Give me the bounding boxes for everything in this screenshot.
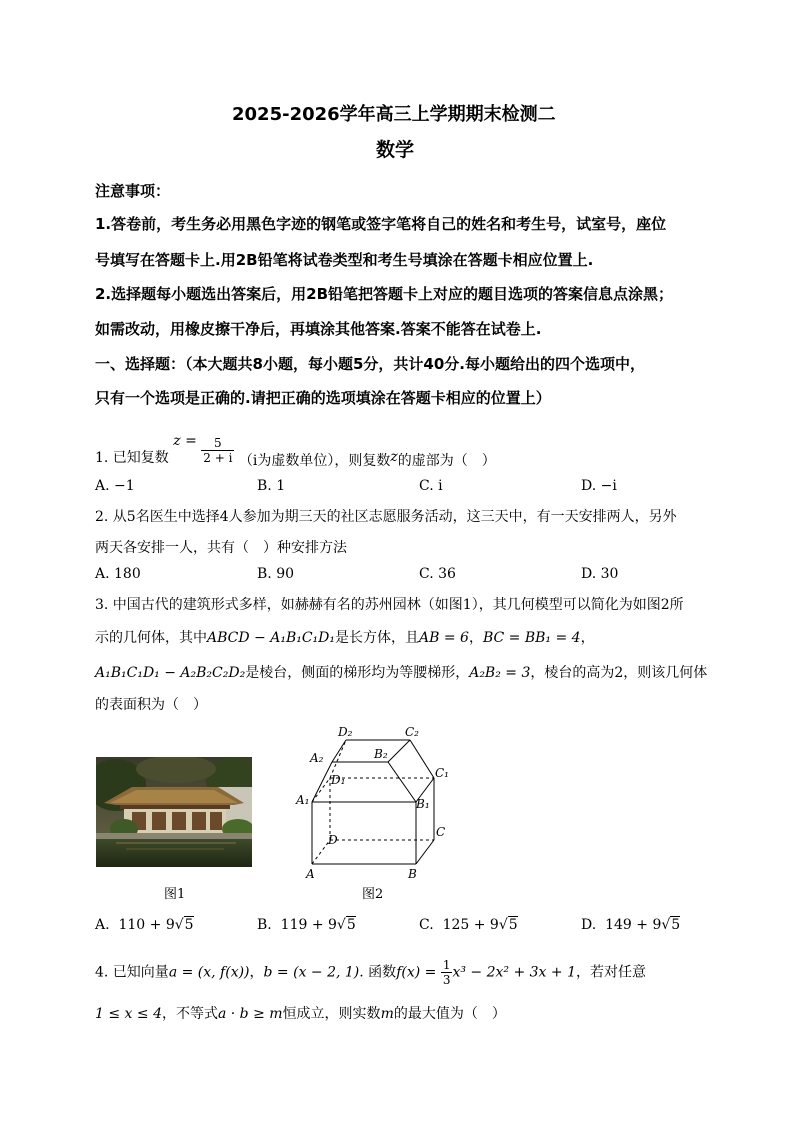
section-heading-line-1: 一、选择题：（本大题共8小题，每小题5分，共计40分.每小题给出的四个选项中，: [95, 355, 645, 373]
q3-option-a-rad: 5: [184, 917, 194, 933]
q2-line-1: 2. 从5名医生中选择4人参加为期三天的社区志愿服务活动，这三天中，有一天安排两人，另外: [95, 509, 677, 525]
q3-line3-b: ，棱台的高为2，则该几何体: [530, 665, 708, 681]
label-b2: B₂: [374, 747, 388, 761]
q4-line2-b: 恒成立，则实数: [282, 1006, 381, 1022]
q3-option-b: B. 119 + 9√5: [257, 917, 356, 933]
q4-comma: ，: [249, 964, 264, 981]
q4-func-b: x³ − 2x² + 3x + 1: [452, 964, 576, 981]
q3-option-a-label: A.: [95, 917, 110, 933]
q3-option-d-rad: 5: [671, 917, 681, 933]
q1-fraction: [201, 436, 234, 465]
notice-line-1: 1.答卷前，考生务必用黑色字迹的钢笔或签字笔将自己的姓名和考生号，试室号，座位: [95, 215, 667, 233]
q1-option-a: A. −1: [95, 478, 135, 494]
q3-option-a-int: 110 + 9: [118, 917, 175, 933]
q4-m: m: [380, 1006, 394, 1022]
q3-line2-c: ，: [468, 630, 483, 646]
notice-heading: 注意事项：: [95, 182, 171, 200]
label-d: D: [328, 833, 338, 847]
q4-prefix: 4. 已知向量: [95, 964, 169, 981]
q4-line2-c: 的最大值为（ ）: [393, 1006, 506, 1022]
q1-option-c: C. i: [419, 478, 443, 494]
q3-option-a: A. 110 + 9√5: [95, 917, 194, 933]
figure-2-caption: 图2: [362, 887, 384, 902]
q1-suffix: 的虚部为（ ）: [397, 452, 496, 469]
label-a: A: [306, 867, 315, 881]
q2-option-c: C. 36: [419, 566, 456, 582]
label-b1: B₁: [416, 797, 430, 811]
figure-1-garden-photo: [96, 757, 252, 867]
q4-suffix: ，若对任意: [576, 964, 646, 981]
notice-line-4: 如需改动，用橡皮擦干净后，再填涂其他答案.答案不能答在试卷上.: [95, 320, 542, 338]
q4-vector-a: a = (x, f(x)): [168, 964, 250, 981]
q1-frac-num: 5: [201, 436, 234, 451]
q3-math-cuboid: ABCD − A₁B₁C₁D₁: [207, 630, 336, 646]
subject-title: 数学: [376, 139, 415, 161]
q3-line2-b: 是长方体，且: [335, 630, 420, 646]
q4-frac-num: 1: [442, 958, 451, 972]
q3-math-ab: AB = 6: [419, 630, 469, 646]
figure-2-geometry-diagram: [288, 722, 458, 882]
q3-option-d-label: D.: [581, 917, 597, 933]
q2-line-2: 两天各安排一人，共有（ ）种安排方法: [95, 540, 347, 556]
q4-frac-den: 3: [442, 973, 451, 987]
label-d2: D₂: [338, 725, 353, 739]
exam-title: 2025-2026学年高三上学期期末检测二: [232, 104, 556, 125]
q1-option-b: B. 1: [257, 478, 286, 494]
q3-option-d: D. 149 + 9√5: [581, 917, 681, 933]
q4-middle: . 函数: [359, 964, 397, 981]
q3-option-c-rad: 5: [508, 917, 518, 933]
q1-middle: （i为虚数单位），则复数: [238, 452, 391, 469]
figure-1-caption: 图1: [164, 887, 186, 902]
q3-line-3: [95, 662, 707, 682]
q3-option-c-int: 125 + 9: [442, 917, 499, 933]
q3-option-d-int: 149 + 9: [605, 917, 662, 933]
q3-line-1: 3. 中国古代的建筑形式多样，如赫赫有名的苏州园林（如图1），其几何模型可以简化为如图2所: [95, 597, 684, 613]
notice-line-3: 2.选择题每小题选出答案后，用2B铅笔把答题卡上对应的题目选项的答案信息点涂黑；: [95, 285, 674, 303]
q1-z: z: [390, 448, 398, 465]
q3-line3-a: 是棱台，侧面的梯形均为等腰梯形，: [245, 665, 470, 681]
label-a1: A₁: [296, 793, 310, 807]
q3-line2-d: ，: [580, 630, 595, 646]
q4-vector-b: b = (x − 2, 1): [263, 964, 360, 981]
label-a2: A₂: [310, 751, 324, 765]
q1-z-eq: z =: [173, 432, 197, 449]
q3-option-c: C. 125 + 9√5: [419, 917, 518, 933]
q3-math-frustum: A₁B₁C₁D₁ − A₂B₂C₂D₂: [95, 665, 246, 681]
q3-line2-a: 示的几何体，其中: [95, 630, 207, 646]
q3-option-b-rad: 5: [346, 917, 356, 933]
q3-math-a2b2: A₂B₂ = 3: [469, 665, 531, 681]
q3-math-bc: BC = BB₁ = 4: [482, 630, 581, 646]
label-c1: C₁: [435, 766, 449, 780]
label-c: C: [436, 825, 446, 839]
q4-line2-a: ，不等式: [161, 1006, 218, 1022]
q4-line-1: [95, 958, 646, 987]
q2-option-a: A. 180: [95, 566, 141, 582]
label-b: B: [408, 867, 417, 881]
q3-line-4: 的表面积为（ ）: [95, 697, 207, 713]
notice-line-2: 号填写在答题卡上.用2B铅笔将试卷类型和考生号填涂在答题卡相应位置上.: [95, 251, 594, 269]
q4-fraction: [441, 958, 453, 987]
label-c2: C₂: [405, 725, 419, 739]
q4-line-2: [95, 1003, 506, 1023]
q4-inequality: a · b ≥ m: [217, 1006, 283, 1022]
q1-frac-den: 2 + i: [203, 451, 233, 465]
q3-option-c-label: C.: [419, 917, 434, 933]
question-1: [95, 425, 496, 467]
q4-range: 1 ≤ x ≤ 4: [95, 1006, 162, 1022]
q4-func-a: f(x) =: [396, 964, 437, 981]
q2-option-d: D. 30: [581, 566, 619, 582]
q1-prefix: 1. 已知复数: [95, 450, 169, 466]
q3-line-2: [95, 627, 595, 647]
q3-option-b-int: 119 + 9: [280, 917, 337, 933]
q3-option-b-label: B.: [257, 917, 272, 933]
label-d1: D₁: [331, 773, 346, 787]
garden-pavilion-image: [96, 757, 252, 867]
section-heading-line-2: 只有一个选项是正确的.请把正确的选项填涂在答题卡相应的位置上）: [95, 389, 551, 407]
q2-option-b: B. 90: [257, 566, 295, 582]
q1-option-d: D. −i: [581, 478, 617, 494]
